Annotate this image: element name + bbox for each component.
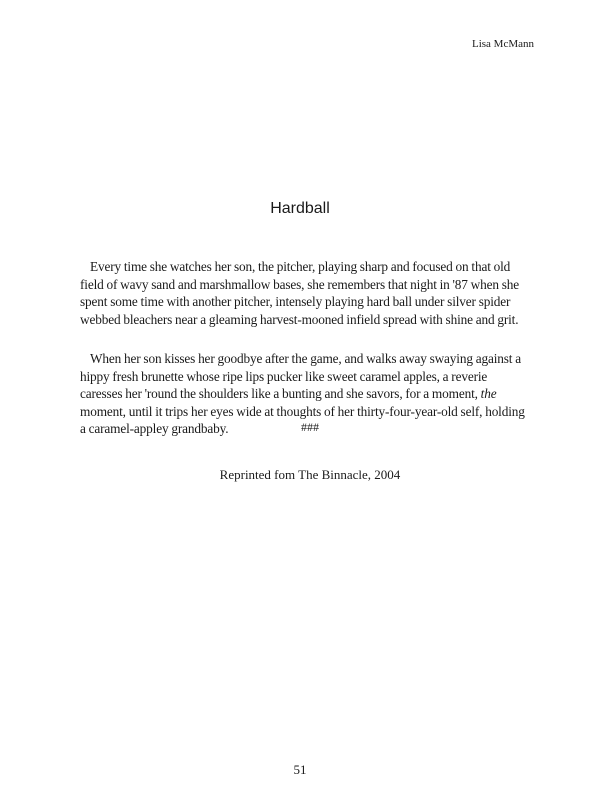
header-author: Lisa McMann [471,38,534,50]
paragraph-2-emphasis: the [480,386,497,401]
section-separator: ### [301,420,319,434]
reprint-note: Reprinted fom The Binnacle, 2004 [219,467,401,482]
story-title: Hardball [270,200,330,217]
paragraph-2-text-start: When her son kisses her goodbye after the game, and walks away swaying against a hippy fresh brunette whose ripe lips pucker like sweet caramel apples, a reverie caresses her 'round the shoulders like a bunting and she savors, for a moment, [80,351,521,401]
page-number: 51 [293,762,307,777]
story-paragraph-1: Every time she watches her son, the pitcher, playing sharp and focused on that old field of wavy sand and marshmallow bases, she remembers that night in '87 when she spent some time with another pitcher, intensely playing hard ball under silver spider webbed bleachers near a gleaming harvest-mooned infield spread with shine and grit. [80,259,519,327]
paragraph-2-text-end: moment, until it trips her eyes wide at thoughts of her thirty-four-year-old self, holding a caramel-appley grandbaby. [80,403,525,436]
